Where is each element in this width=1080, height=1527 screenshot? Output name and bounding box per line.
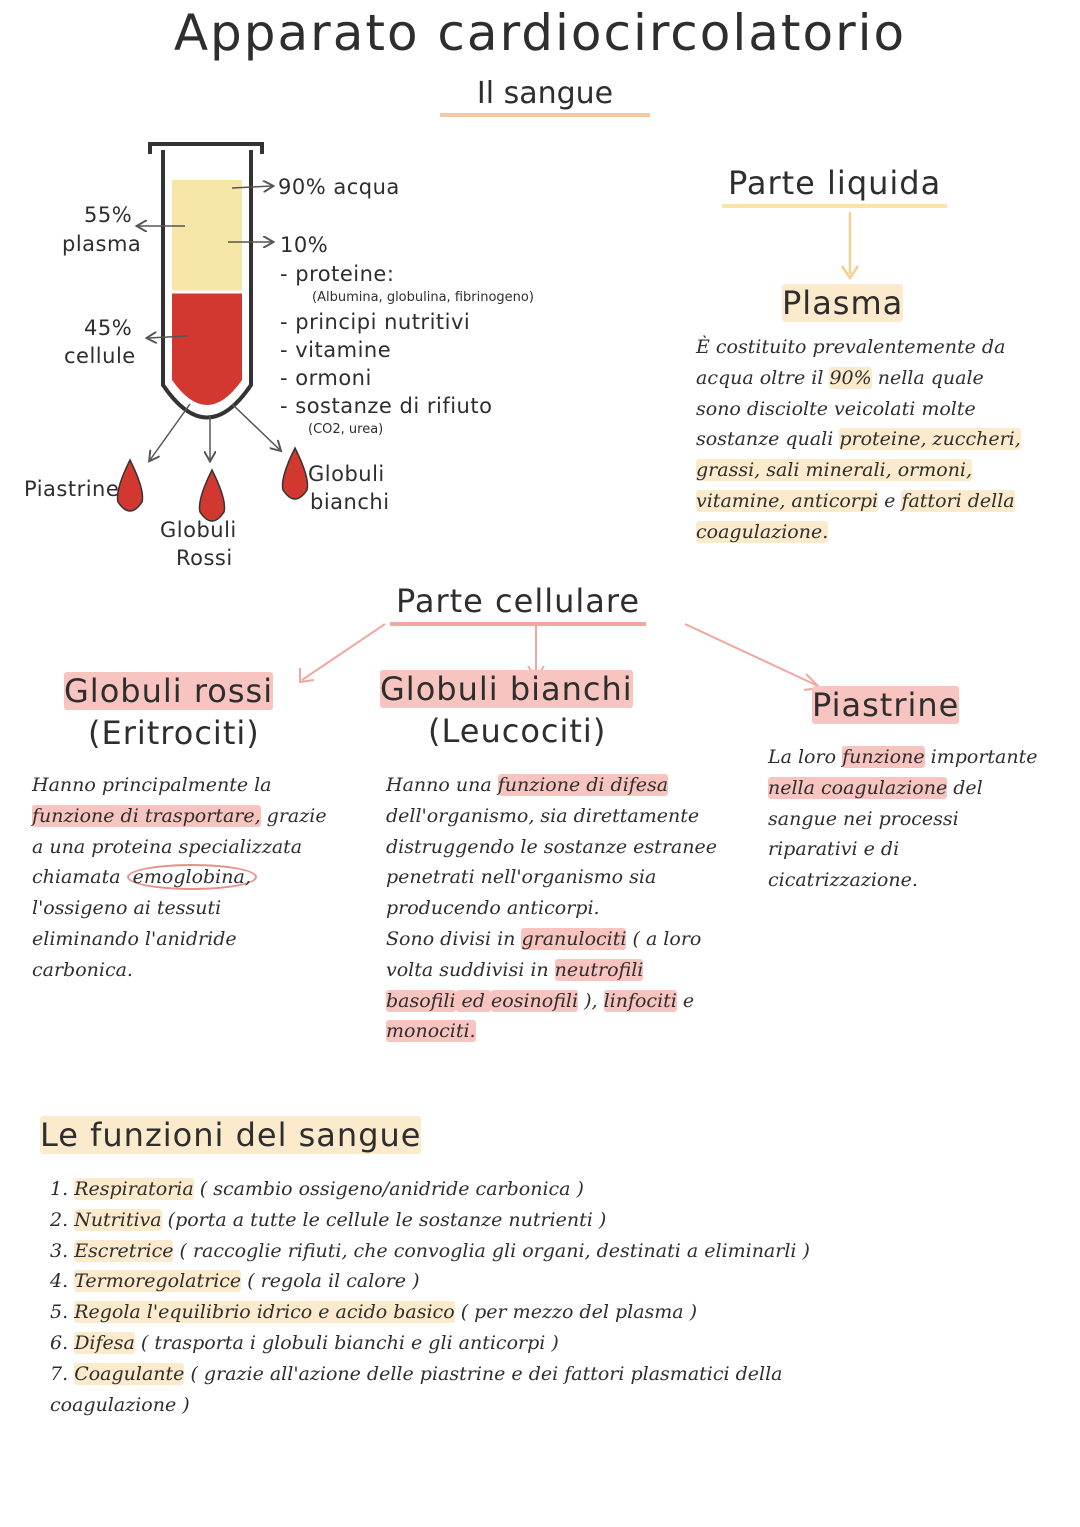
list-item: 5. Regola l'equilibrio idrico e acido basico ( per mezzo del plasma ) bbox=[50, 1301, 698, 1324]
plasma-title: Plasma bbox=[782, 284, 904, 322]
plasma-percent: 55% bbox=[84, 203, 133, 227]
white-cells-drop bbox=[283, 448, 308, 499]
list-item-hormones: - ormoni bbox=[280, 366, 372, 390]
list-item-proteins: - proteine: bbox=[280, 262, 395, 286]
platelets-drop bbox=[118, 460, 143, 511]
cellular-part-title: Parte cellulare bbox=[390, 582, 646, 626]
list-item: 4. Termoregolatrice ( regola il calore ) bbox=[50, 1270, 420, 1293]
red-cells-label-2: Rossi bbox=[176, 546, 233, 570]
cells-label: cellule bbox=[64, 344, 136, 368]
cells-percent: 45% bbox=[84, 316, 133, 340]
platelets-description: La loro funzione importante nella coagulazione del sangue nei processi riparativi e di cicatrizzazione. bbox=[768, 746, 1038, 892]
white-cells-alt: (Leucociti) bbox=[428, 712, 607, 750]
list-item-continuation: coagulazione ) bbox=[50, 1393, 190, 1416]
ten-percent-label: 10% bbox=[280, 233, 329, 257]
list-item: 7. Coagulante ( grazie all'azione delle piastrine e dei fattori plasmatici della bbox=[50, 1362, 783, 1385]
white-cells-label-2: bianchi bbox=[310, 490, 390, 514]
liquid-arrow bbox=[838, 210, 862, 284]
white-cells-description: Hanno una funzione di difesa dell'organismo, sia direttamente distruggendo le sostanze estranee penetrati nell'organismo sia producendo anticorpi. Sono divisi in granulociti ( a loro volta suddivisi in neutrofili basofili ed eosinofili ), linfociti e monociti. bbox=[386, 774, 717, 1043]
list-item-nutrients: - principi nutritivi bbox=[280, 310, 471, 334]
red-cells-title: Globuli rossi bbox=[64, 672, 274, 710]
functions-list bbox=[50, 1174, 1070, 1420]
white-cells-label-1: Globuli bbox=[308, 462, 385, 486]
plasma-label: plasma bbox=[62, 232, 142, 256]
plasma-fill bbox=[172, 180, 242, 292]
list-item: 3. Escretrice ( raccoglie rifiuti, che convoglia gli organi, destinati a eliminarli ) bbox=[50, 1239, 810, 1262]
red-cells-alt: (Eritrociti) bbox=[88, 714, 260, 752]
platelets-label: Piastrine bbox=[24, 477, 120, 501]
list-item: 2. Nutritiva (porta a tutte le cellule le sostanze nutrienti ) bbox=[50, 1208, 607, 1231]
red-cells-description: Hanno principalmente la funzione di trasportare, grazie a una proteina specializzata chiamata emoglobina, l'ossigeno ai tessuti eliminando l'anidride carbonica. bbox=[32, 774, 327, 981]
page-subtitle: Il sangue bbox=[440, 76, 650, 117]
platelets-title: Piastrine bbox=[812, 686, 960, 724]
waste-note: (CO2, urea) bbox=[308, 422, 384, 437]
list-item-waste: - sostanze di rifiuto bbox=[280, 394, 493, 418]
water-label: 90% acqua bbox=[278, 175, 400, 199]
page-title: Apparato cardiocircolatorio bbox=[173, 4, 907, 62]
red-cells-label-1: Globuli bbox=[160, 518, 237, 542]
list-item: 1. Respiratoria ( scambio ossigeno/anidride carbonica ) bbox=[50, 1178, 584, 1200]
tube-rim bbox=[150, 144, 262, 154]
proteins-note: (Albumina, globulina, fibrinogeno) bbox=[312, 290, 534, 305]
functions-title: Le funzioni del sangue bbox=[40, 1116, 422, 1154]
cells-fill bbox=[172, 292, 242, 405]
liquid-part-title: Parte liquida bbox=[722, 164, 947, 208]
list-item-vitamins: - vitamine bbox=[280, 338, 392, 362]
white-cells-title: Globuli bianchi bbox=[380, 670, 633, 708]
plasma-description: È costituito prevalentemente da acqua oltre il 90% nella quale sono disciolte veicolati molte sostanze quali proteine, zuccheri, grassi, sali minerali, ormoni, vitamine, anticorpi e fattori della coagulazione. bbox=[696, 336, 1021, 543]
red-cells-drop bbox=[200, 470, 225, 521]
list-item: 6. Difesa ( trasporta i globuli bianchi e gli anticorpi ) bbox=[50, 1331, 559, 1354]
